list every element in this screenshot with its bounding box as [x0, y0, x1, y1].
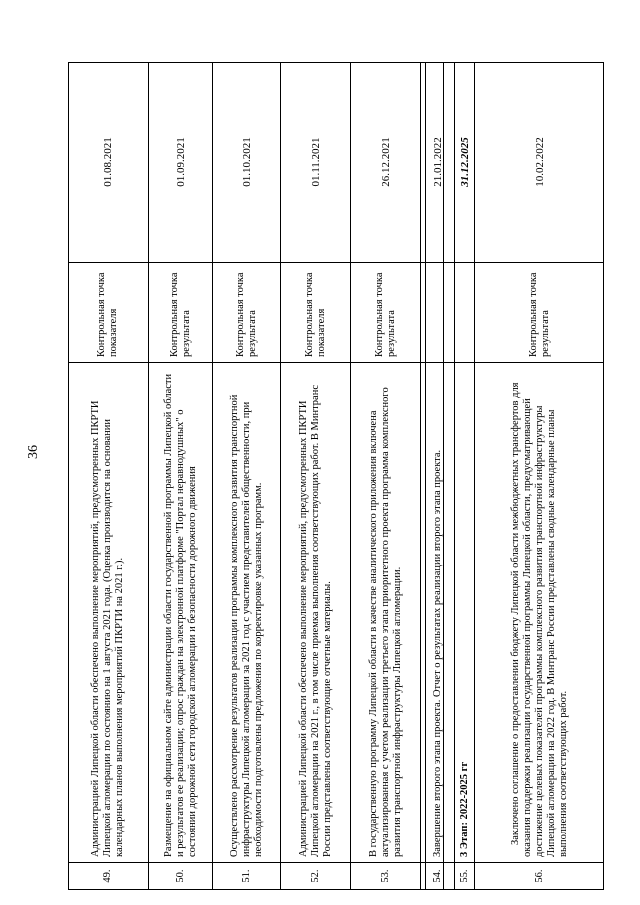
kind-cell: [68, 262, 148, 362]
date-cell: [475, 62, 605, 262]
kind-cell-text: Контрольная точка результата: [374, 272, 397, 357]
description-cell-text: 3 Этап: 2022-2025 гг: [459, 761, 470, 857]
description-cell: [149, 362, 213, 862]
kind-cell-text: Контрольная точка результата: [169, 272, 192, 357]
table-row: [68, 62, 148, 890]
date-cell: [281, 62, 351, 262]
number-cell: [455, 862, 475, 890]
description-cell-text: Заключено соглашение о предоставлении бюджету Липецкой области межбюджетных трансфертов для оказания поддержки реализации государственной программы Липецкой области, предусматривающей достижение целевых показателей программы комплексного развития транспортной инфраструктуры Липецкой агломерации на 2022 год. В Минтранс России представлены сводные календарные планы выполнения соответствующих работ.: [510, 382, 569, 857]
kind-cell-text: Контрольная точка результата: [528, 272, 551, 357]
table-row: [212, 62, 280, 890]
kind-cell: [213, 262, 281, 362]
kind-cell-text: Контрольная точка результата: [235, 272, 258, 357]
description-cell: [68, 362, 148, 862]
number-cell: [351, 862, 421, 890]
description-cell: [421, 362, 455, 862]
kind-cell: [149, 262, 213, 362]
number-cell: [475, 862, 605, 890]
description-cell: [213, 362, 281, 862]
kind-cell-text: Контрольная точка показателя: [96, 272, 119, 357]
number-cell: [421, 862, 455, 890]
row-strips: [68, 62, 604, 890]
number-cell-text: 54.: [432, 869, 443, 883]
date-cell-text: 31.12.2025: [459, 137, 471, 187]
number-cell-text: 56.: [534, 869, 545, 883]
date-cell: [213, 62, 281, 262]
kind-cell: [475, 262, 605, 362]
date-cell-text: 10.02.2022: [534, 137, 546, 187]
table-row: [148, 62, 212, 890]
kind-cell-text: Контрольная точка показателя: [304, 272, 327, 357]
number-cell-text: 52.: [310, 869, 321, 883]
date-cell: [68, 62, 148, 262]
number-cell: [68, 862, 148, 890]
date-cell: [351, 62, 421, 262]
number-cell: [149, 862, 213, 890]
description-cell-text: Завершение второго этапа проекта. Отчет о результатах реализации второго этапа проекта.: [432, 449, 443, 857]
number-cell-text: 49.: [102, 869, 113, 883]
number-cell: [213, 862, 281, 890]
kind-cell: [421, 262, 455, 362]
description-cell-text: Администрацией Липецкой области обеспечено выполнение мероприятий, предусмотренных ПКРТИ Липецкой агломерации по состоянию на 1 августа 2021 года. (Оценка производится на основании календарных планов выполнения мероприятий ПКРТИ на 2021 г.).: [90, 400, 125, 857]
description-cell-text: Осуществлено рассмотрение результатов реализации программы комплексного развития транспортной инфраструктуры Липецкой агломерации за 2021 год с участием представителей общественности, при необходимости подготовлены предложения по корректировке указанных программ.: [229, 394, 264, 857]
number-cell-text: 53.: [380, 869, 391, 883]
table-row: [420, 62, 454, 890]
description-cell-text: Администрацией Липецкой области обеспечено выполнение мероприятий, предусмотренных ПКРТИ Липецкой агломерации на 2021 г., в том числе приемка выполнения соответствующих работ. В Минтранс России представлены соответствующие отчетные материалы.: [298, 385, 333, 857]
kind-cell: [281, 262, 351, 362]
date-cell: [149, 62, 213, 262]
description-cell: [475, 362, 605, 862]
number-cell: [281, 862, 351, 890]
table-row: [280, 62, 350, 890]
table-row: [474, 62, 604, 890]
description-cell-text: В государственную программу Липецкой области в качестве аналитического приложения включена актуализированная с учетом реализации третьего этапа приоритетного проекта программа комплексного развития транспортной инфраструктуры Липецкой агломерации.: [368, 387, 403, 857]
date-cell-text: 01.08.2021: [102, 137, 114, 187]
table-row: [350, 62, 420, 890]
date-cell-text: 21.01.2022: [432, 137, 444, 187]
number-cell-text: 55.: [459, 869, 470, 883]
page-number: 36: [26, 445, 41, 459]
kind-cell: [351, 262, 421, 362]
date-cell-text: 01.10.2021: [241, 137, 253, 187]
number-cell-text: 50.: [175, 869, 186, 883]
date-cell: [455, 62, 475, 262]
date-cell: [421, 62, 455, 262]
date-cell-text: 01.11.2021: [310, 137, 322, 187]
description-cell: [351, 362, 421, 862]
table-row: [454, 62, 474, 890]
description-cell: [281, 362, 351, 862]
date-cell-text: 01.09.2021: [175, 137, 187, 187]
kind-cell: [455, 262, 475, 362]
description-cell: [455, 362, 475, 862]
description-cell-text: Размещение на официальном сайте администрации области государственной программы Липецкой области и результатов ее реализации; опрос граждан на электронной платформе "Портал неравнодушных" о состоянии дорожной сети городской агломерации и безопасности дорожного движения: [163, 373, 198, 857]
date-cell-text: 26.12.2021: [380, 137, 392, 187]
number-cell-text: 51.: [241, 869, 252, 883]
